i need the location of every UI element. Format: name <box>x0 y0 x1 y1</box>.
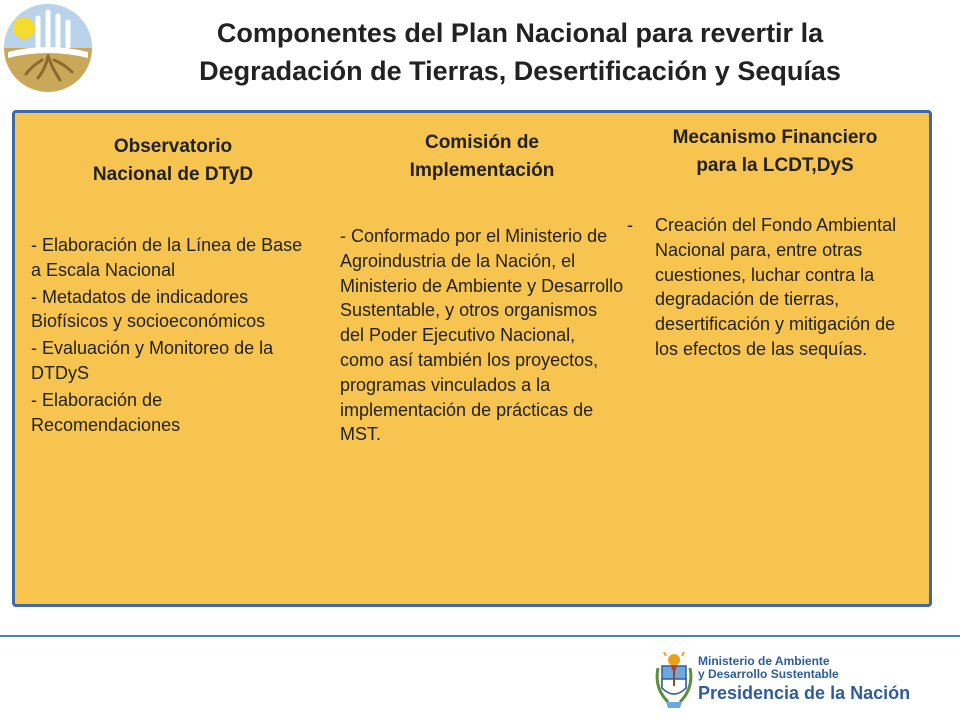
title-line-2: Degradación de Tierras, Desertificación y Sequías <box>199 56 841 86</box>
ministry-name-line-1: Ministerio de Ambiente <box>698 654 830 668</box>
column-text: Creación del Fondo Ambiental Nacional para, entre otras cuestiones, luchar contra la degradación de tierras, desertificación y mitigación de los efectos de las sequías. <box>655 215 897 359</box>
column-mecanismo <box>615 113 935 362</box>
ministry-signature <box>698 655 910 704</box>
ministry-name-line-2: y Desarrollo Sustentable <box>698 667 839 681</box>
components-panel <box>12 110 932 607</box>
heading-line-2: Nacional de DTyD <box>92 164 254 185</box>
column-heading <box>340 129 624 185</box>
footer-divider <box>0 635 960 637</box>
heading-line-2: para la LCDT,DyS <box>696 155 854 176</box>
column-body <box>31 233 315 437</box>
column-heading <box>31 133 315 189</box>
column-comision <box>340 113 624 447</box>
column-body <box>615 213 935 362</box>
column-body <box>340 224 624 447</box>
title-line-1: Componentes del Plan Nacional para revertir la <box>216 18 824 48</box>
bullet-dash: - <box>627 215 633 235</box>
heading-line-1: Comisión de <box>424 132 539 153</box>
list-item: - Elaboración de la Línea de Base a Escala Nacional <box>31 235 303 280</box>
page-title <box>110 14 930 90</box>
list-item: - Metadatos de indicadores Biofísicos y socioeconómicos <box>31 286 266 332</box>
heading-line-1: Mecanismo Financiero <box>672 127 878 148</box>
desertification-logo-icon <box>2 2 94 94</box>
argentina-coat-of-arms-icon <box>654 652 694 710</box>
column-observatorio <box>31 113 315 439</box>
heading-line-2: Implementación <box>409 160 555 181</box>
column-text: - Conformado por el Ministerio de Agroindustria de la Nación, el Ministerio de Ambiente y Desarrollo Sustentable, y otros organismos del Poder Ejecutivo Nacional, como así también los proyectos, programas vinculados a la implementación de prácticas de MST. <box>340 226 624 445</box>
heading-line-1: Observatorio <box>113 136 233 157</box>
column-heading <box>615 124 935 180</box>
presidencia-label: Presidencia de la Nación <box>698 683 911 703</box>
list-item: - Evaluación y Monitoreo de la DTDyS <box>31 338 274 383</box>
list-item: - Elaboración de Recomendaciones <box>31 389 181 435</box>
